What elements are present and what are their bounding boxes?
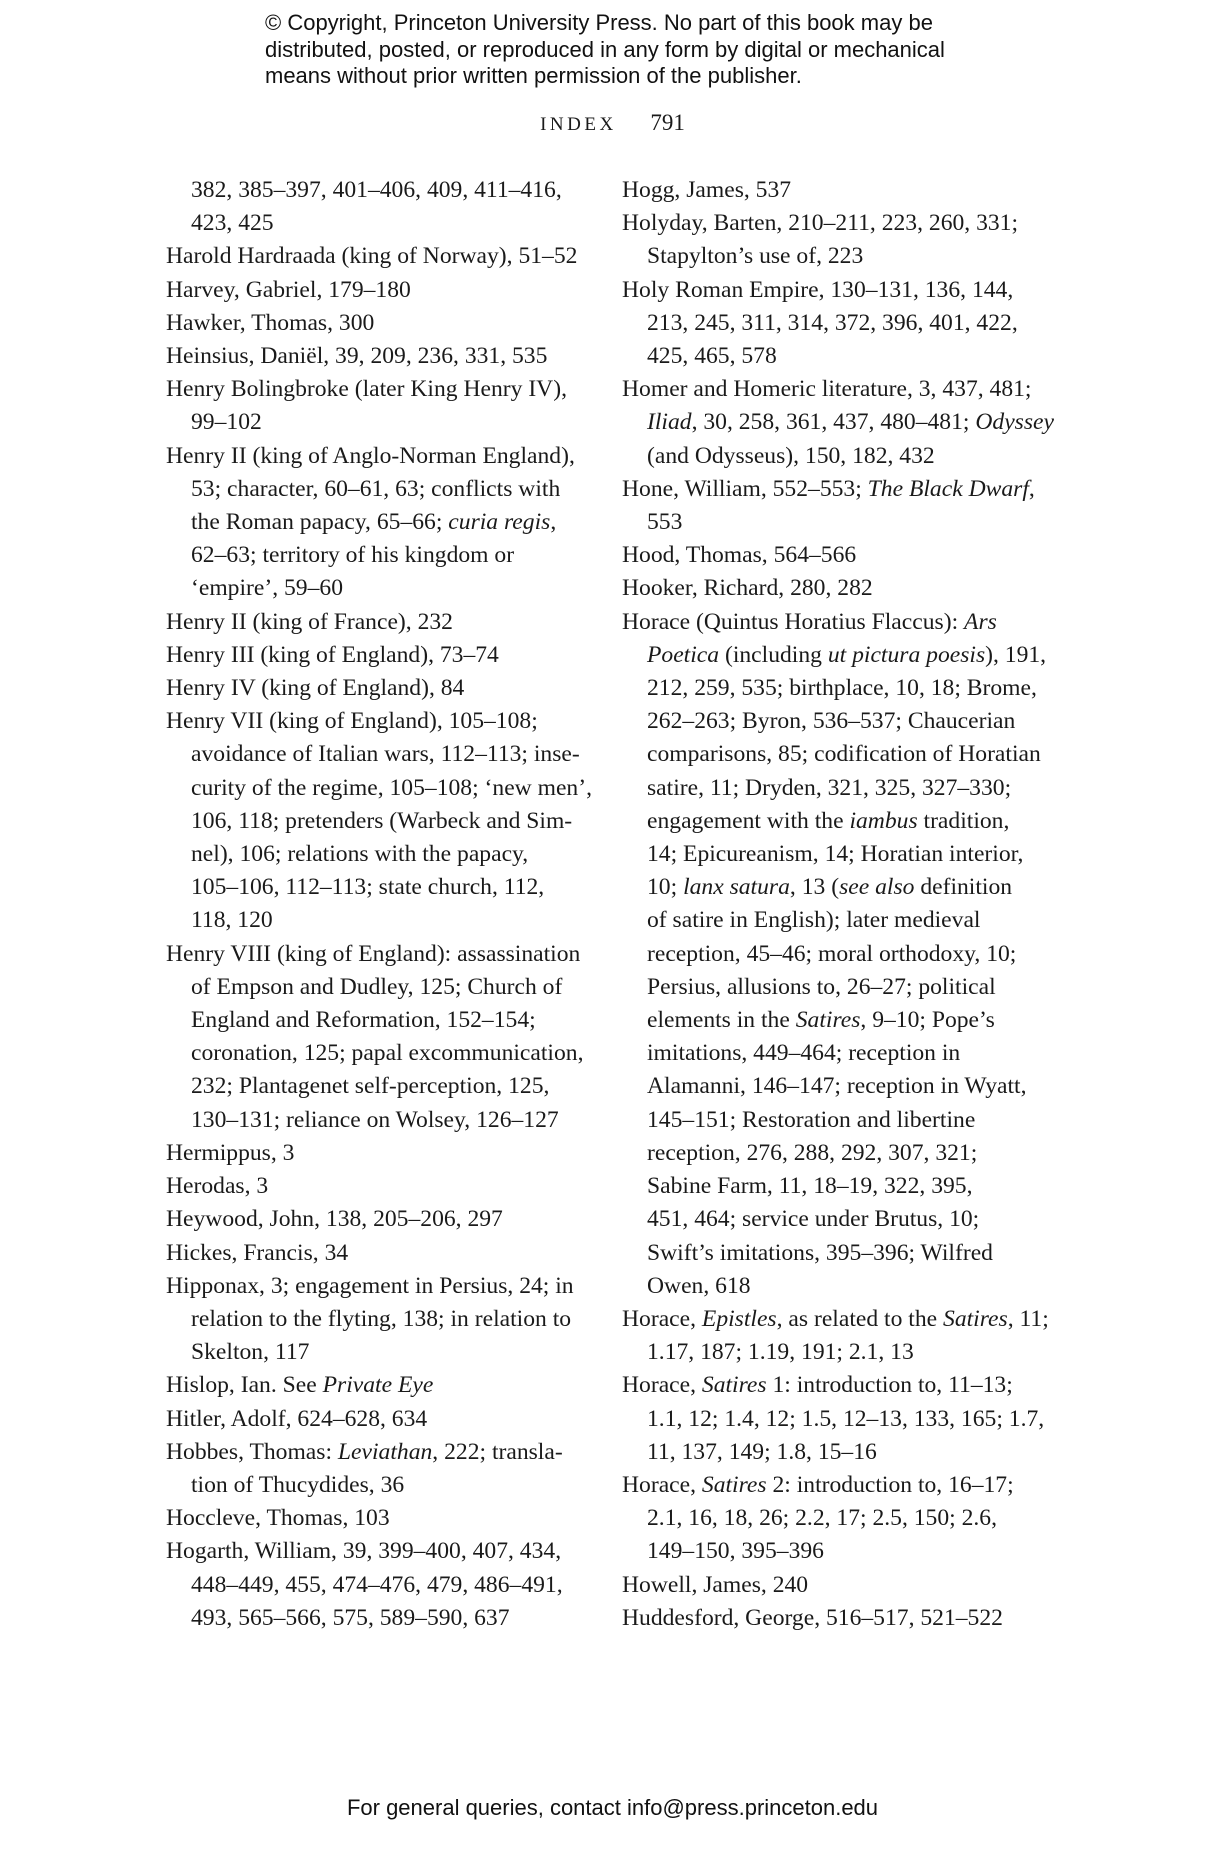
index-entry: Hone, William, 552–553; The Black Dwarf, xyxy=(622,475,1035,502)
copyright-notice xyxy=(265,10,1025,90)
index-entry-continuation: comparisons, 85; codification of Horatian xyxy=(647,741,1041,768)
index-entry: Henry VIII (king of England): assassination xyxy=(166,940,581,967)
index-entry: Hood, Thomas, 564–566 xyxy=(622,542,857,569)
index-entry: Horace, Satires 1: introduction to, 11–13; xyxy=(622,1372,1013,1399)
index-entry: Hickes, Francis, 34 xyxy=(166,1239,349,1266)
index-entry-continuation: 232; Plantagenet self-perception, 125, xyxy=(191,1073,550,1100)
index-entry: Horace, Satires 2: introduction to, 16–17; xyxy=(622,1471,1014,1498)
index-entry-continuation: 62–63; territory of his kingdom or xyxy=(191,542,515,569)
index-entry-continuation: 553 xyxy=(647,509,683,536)
running-head xyxy=(0,110,1225,136)
index-entry-continuation: nel), 106; relations with the papacy, xyxy=(191,841,529,868)
index-entry: Harold Hardraada (king of Norway), 51–52 xyxy=(166,243,578,270)
index-entry-continuation: relation to the flyting, 138; in relation to xyxy=(191,1305,572,1332)
index-entry: Holyday, Barten, 210–211, 223, 260, 331; xyxy=(622,210,1019,237)
index-entry-continuation: 1.17, 187; 1.19, 191; 2.1, 13 xyxy=(647,1339,914,1366)
page-number: 791 xyxy=(650,110,685,135)
index-entry-continuation: 382, 385–397, 401–406, 409, 411–416, xyxy=(191,177,562,203)
index-entry-continuation: Alamanni, 146–147; reception in Wyatt, xyxy=(647,1073,1027,1100)
index-entry-continuation: 212, 259, 535; birthplace, 10, 18; Brome, xyxy=(647,675,1037,702)
index-entry: Henry IV (king of England), 84 xyxy=(166,675,465,702)
index-entry: Hislop, Ian. See Private Eye xyxy=(166,1372,434,1399)
index-entry: Hogg, James, 537 xyxy=(622,177,792,203)
copyright-line: © Copyright, Princeton University Press. No part of this book may be xyxy=(265,10,933,35)
index-entry-continuation: Poetica (including ut pictura poesis), 191, xyxy=(647,641,1047,668)
index-entry-continuation: avoidance of Italian wars, 112–113; inse- xyxy=(191,741,580,768)
index-entry: Hitler, Adolf, 624–628, 634 xyxy=(166,1405,428,1432)
index-entry: Horace, Epistles, as related to the Satires, 11; xyxy=(622,1305,1049,1332)
index-entry: Harvey, Gabriel, 179–180 xyxy=(166,276,411,303)
copyright-line: distributed, posted, or reproduced in any form by digital or mechanical xyxy=(265,36,945,62)
index-entry-continuation: Persius, allusions to, 26–27; political xyxy=(647,973,996,1000)
index-entry-continuation: Swift’s imitations, 395–396; Wilfred xyxy=(647,1239,993,1266)
index-entry: Henry VII (king of England), 105–108; xyxy=(166,708,538,735)
index-entry: Hobbes, Thomas: Leviathan, 222; transla- xyxy=(166,1438,563,1465)
index-entry-continuation: Iliad, 30, 258, 361, 437, 480–481; Odyssey xyxy=(647,409,1054,436)
index-entry-continuation: 451, 464; service under Brutus, 10; xyxy=(647,1206,980,1233)
index-entry-continuation: ‘empire’, 59–60 xyxy=(191,575,343,602)
index-entry-continuation: Sabine Farm, 11, 18–19, 322, 395, xyxy=(647,1173,973,1200)
index-entry-continuation: 10; lanx satura, 13 (see also definition xyxy=(647,874,1013,901)
index-entry-continuation: imitations, 449–464; reception in xyxy=(647,1040,961,1067)
index-entry-continuation: of satire in English); later medieval xyxy=(647,907,981,934)
index-entry-continuation: 99–102 xyxy=(191,409,262,436)
index-entry-continuation: the Roman papacy, 65–66; curia regis, xyxy=(191,509,557,536)
index-entry-continuation: 262–263; Byron, 536–537; Chaucerian xyxy=(647,708,1016,735)
index-entry-continuation: 213, 245, 311, 314, 372, 396, 401, 422, xyxy=(647,309,1018,336)
index-entry-continuation: Owen, 618 xyxy=(647,1272,751,1299)
index-entry-continuation: satire, 11; Dryden, 321, 325, 327–330; xyxy=(647,774,1012,801)
index-entry: Henry Bolingbroke (later King Henry IV), xyxy=(166,376,567,403)
index-entry-continuation: Skelton, 117 xyxy=(191,1339,310,1366)
index-entry: Herodas, 3 xyxy=(166,1173,269,1200)
index-entry: Heywood, John, 138, 205–206, 297 xyxy=(166,1206,503,1233)
index-entry-continuation: 14; Epicureanism, 14; Horatian interior, xyxy=(647,841,1024,868)
index-entry-continuation: 118, 120 xyxy=(191,907,273,934)
index-entry-continuation: 423, 425 xyxy=(191,210,274,237)
index-entry-continuation: 53; character, 60–61, 63; conflicts with xyxy=(191,475,561,502)
index-entry: Hawker, Thomas, 300 xyxy=(166,309,375,336)
index-entry: Henry II (king of Anglo-Norman England), xyxy=(166,442,575,469)
index-entry-continuation: 1.1, 12; 1.4, 12; 1.5, 12–13, 133, 165; 1.7, xyxy=(647,1405,1045,1432)
index-entry-continuation: England and Reformation, 152–154; xyxy=(191,1007,536,1034)
index-entry-continuation: of Empson and Dudley, 125; Church of xyxy=(191,973,563,1000)
index-entry: Henry II (king of France), 232 xyxy=(166,608,453,635)
index-entry: Huddesford, George, 516–517, 521–522 xyxy=(622,1604,1003,1631)
index-entry-continuation: Stapylton’s use of, 223 xyxy=(647,243,864,270)
index-column-left xyxy=(166,174,592,1635)
index-entry-continuation: 493, 565–566, 575, 589–590, 637 xyxy=(191,1604,510,1631)
index-entry-continuation: 425, 465, 578 xyxy=(647,343,777,370)
running-head-label: INDEX xyxy=(540,114,617,135)
index-entry: Hooker, Richard, 280, 282 xyxy=(622,575,873,602)
index-entry: Heinsius, Daniël, 39, 209, 236, 331, 535 xyxy=(166,343,548,370)
index-column-right xyxy=(622,174,1054,1635)
index-entry-continuation: reception, 45–46; moral orthodoxy, 10; xyxy=(647,940,1017,967)
index-entry: Hogarth, William, 39, 399–400, 407, 434, xyxy=(166,1538,562,1565)
index-entry-continuation: engagement with the iambus tradition, xyxy=(647,807,1010,834)
index-entry: Horace (Quintus Horatius Flaccus): Ars xyxy=(622,608,997,635)
index-entry-continuation: tion of Thucydides, 36 xyxy=(191,1471,405,1498)
index-entry-continuation: reception, 276, 288, 292, 307, 321; xyxy=(647,1139,978,1166)
index-entry: Hipponax, 3; engagement in Persius, 24; in xyxy=(166,1272,574,1299)
index-entry: Howell, James, 240 xyxy=(622,1571,809,1598)
index-entry-continuation: (and Odysseus), 150, 182, 432 xyxy=(647,442,935,469)
index-entry-continuation: elements in the Satires, 9–10; Pope’s xyxy=(647,1007,995,1034)
footer-contact: For general queries, contact info@press.princeton.edu xyxy=(346,1795,879,1820)
index-entry-continuation: 130–131; reliance on Wolsey, 126–127 xyxy=(191,1106,559,1133)
index-entry: Hoccleve, Thomas, 103 xyxy=(166,1505,390,1532)
index-entry-continuation: curity of the regime, 105–108; ‘new men’, xyxy=(191,774,592,801)
index-entry-continuation: 11, 137, 149; 1.8, 15–16 xyxy=(647,1438,877,1465)
index-entry: Homer and Homeric literature, 3, 437, 481; xyxy=(622,376,1032,403)
index-entry-continuation: 2.1, 16, 18, 26; 2.2, 17; 2.5, 150; 2.6, xyxy=(647,1505,997,1532)
index-entry-continuation: 448–449, 455, 474–476, 479, 486–491, xyxy=(191,1571,563,1598)
index-entry-continuation: 106, 118; pretenders (Warbeck and Sim- xyxy=(191,807,573,834)
index-entry-continuation: 149–150, 395–396 xyxy=(647,1538,824,1565)
index-entry-continuation: 105–106, 112–113; state church, 112, xyxy=(191,874,545,901)
index-entry-continuation: coronation, 125; papal excommunication, xyxy=(191,1040,584,1067)
index-entry-continuation: 145–151; Restoration and libertine xyxy=(647,1106,976,1133)
index-entry: Holy Roman Empire, 130–131, 136, 144, xyxy=(622,276,1014,303)
index-entry: Henry III (king of England), 73–74 xyxy=(166,641,499,668)
index-entry: Hermippus, 3 xyxy=(166,1139,295,1166)
copyright-line: means without prior written permission of the publisher. xyxy=(265,63,802,88)
